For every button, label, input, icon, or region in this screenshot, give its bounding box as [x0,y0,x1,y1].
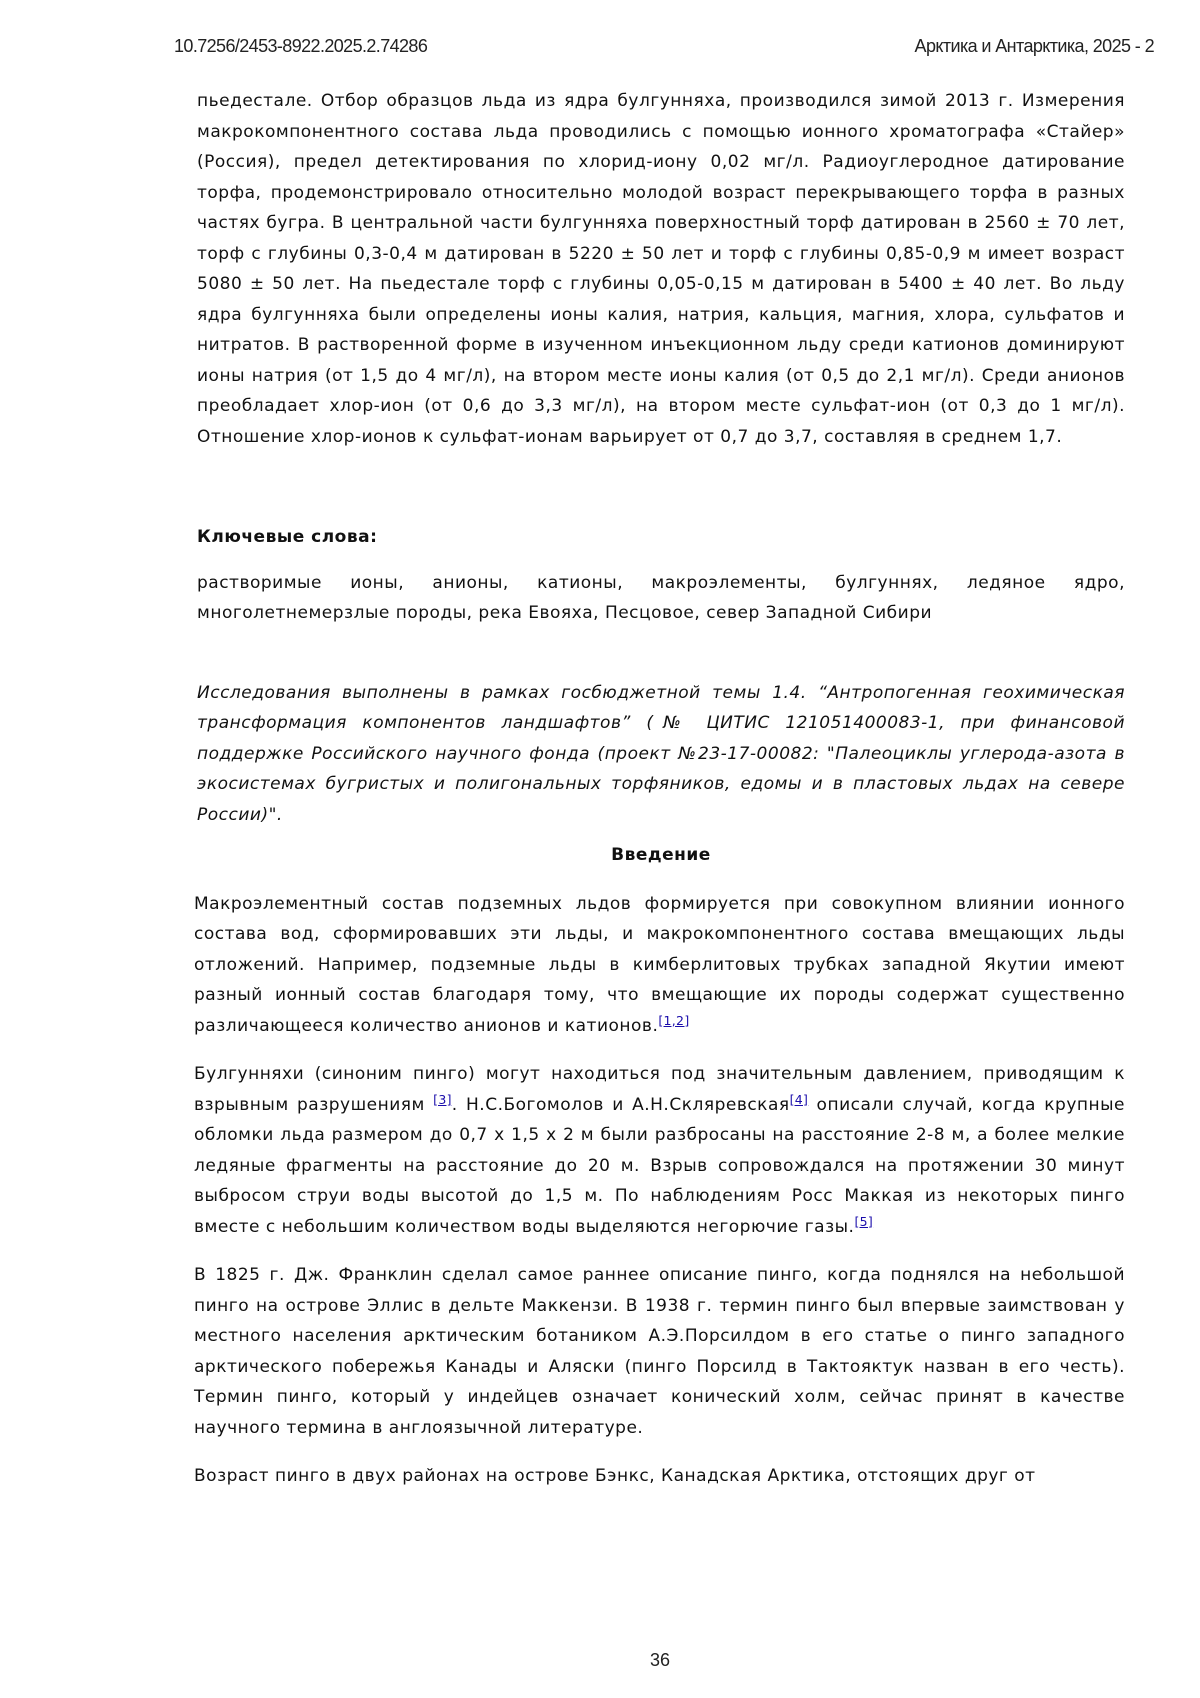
citation-link-3[interactable]: [3] [433,1091,452,1107]
intro-paragraph-4: Возраст пинго в двух районах на острове Бэнкс, Канадская Арктика, отстоящих друг от [194,1466,1036,1486]
abstract-paragraph: пьедестале. Отбор образцов льда из ядра булгунняха, производился зимой 2013 г. Измерения макрокомпонентного состава льда проводились с помощью ионного хроматографа «Стайер» (Россия), предел детектирования по хлорид-иону 0,02 мг/л. Радиоуглеродное датирование торфа, продемонстрировало относительно молодой возраст перекрывающего торфа в разных частях бугра. В центральной части булгунняха поверхностный торф датирован в 2560 ± 70 лет, торф с глубины 0,3-0,4 м датирован в 5220 ± 50 лет и торф с глубины 0,85-0,9 м имеет возраст 5080 ± 50 лет. На пьедестале торф с глубины 0,05-0,15 м датирован в 5400 ± 40 лет. Во льду ядра булгунняха были определены ионы калия, натрия, кальция, магния, хлора, сульфатов и нитратов. В растворенной форме в изученном инъекционном льду среди катионов доминируют ионы натрия (от 1,5 до 4 мг/л), на втором месте ионы калия (от 0,5 до 2,1 мг/л). Среди анионов преобладает хлор-ион (от 0,6 до 3,3 мг/л), на втором месте сульфат-ион (от 0,3 до 1 мг/л). Отношение хлор-ионов к сульфат-ионам варьирует от 0,7 до 3,7, составляя в среднем 1,7. [197,91,1125,447]
funding-note: Исследования выполнены в рамках госбюджетной темы 1.4. “Антропогенная геохимическая трансформация компонентов ландшафтов” (№ ЦИТИС 121051400083-1, при финансовой поддержке Российского научного фонда (проект №23-17-00082: "Палеоциклы углерода-азота в экосистемах бугристых и полигональных торфяников, едомы и в пластовых льдах на севере России)". [197,682,1125,825]
intro-paragraph-2-part3: описали случай, когда крупные обломки льда размером до 0,7 х 1,5 х 2 м были разбросаны на расстояние 2-8 м, а более мелкие ледяные фрагменты на расстояние до 20 м. Взрыв сопровождался на протяжении 30 минут выбросом струи воды высотой до 1,5 м. По наблюдениям Росс Маккая из некоторых пинго вместе с небольшим количеством воды выделяются негорючие газы. [194,1094,1126,1237]
section-heading-introduction: Введение [611,845,711,865]
keywords-text: растворимые ионы, анионы, катионы, макроэлементы, булгуннях, ледяное ядро, многолетнемерзлые породы, река Евояха, Песцовое, север Западной Сибири [197,572,1125,623]
citation-link-5[interactable]: [5] [854,1213,874,1229]
doi-label: 10.7256/2453-8922.2025.2.74286 [174,36,428,56]
intro-paragraph-2-part1: Булгунняхи (синоним пинго) могут находиться под значительным давлением, приводящим к взрывным разрушениям [194,1064,1125,1115]
intro-paragraph-3: В 1825 г. Дж. Франклин сделал самое раннее описание пинго, когда поднялся на небольшой пинго на острове Эллис в дельте Маккензи. В 1938 г. термин пинго был впервые заимствован у местного населения арктическим ботаником А.Э.Порсилдом в его статье о пинго западного арктического побережья Канады и Аляски (пинго Порсилд в Тактояктук назван в его честь). Термин пинго, который у индейцев означает конический холм, сейчас принят в качестве научного термина в англоязычной литературе. [194,1265,1125,1438]
keywords-heading: Ключевые слова: [197,527,378,547]
page-number: 36 [649,1650,671,1670]
citation-link-1-2[interactable]: [1,2] [658,1012,690,1028]
intro-paragraph-1 [194,889,1125,1042]
intro-paragraph-2-part2: . Н.С.Богомолов и А.Н.Скляревская [451,1094,790,1115]
journal-label: Арктика и Антарктика, 2025 - 2 [914,36,1154,56]
citation-link-4[interactable]: [4] [789,1091,809,1107]
intro-paragraph-1-text: Макроэлементный состав подземных льдов формируется при совокупном влиянии ионного состава вод, сформировавших эти льды, и макрокомпонентного состава вмещающих льды отложений. Например, подземные льды в кимберлитовых трубках западной Якутии имеют разный ионный состав благодаря тому, что вмещающие их породы содержат существенно различающееся количество анионов и катионов. [194,893,1125,1036]
article-body [194,86,1126,1492]
intro-paragraph-2 [194,1059,1125,1242]
